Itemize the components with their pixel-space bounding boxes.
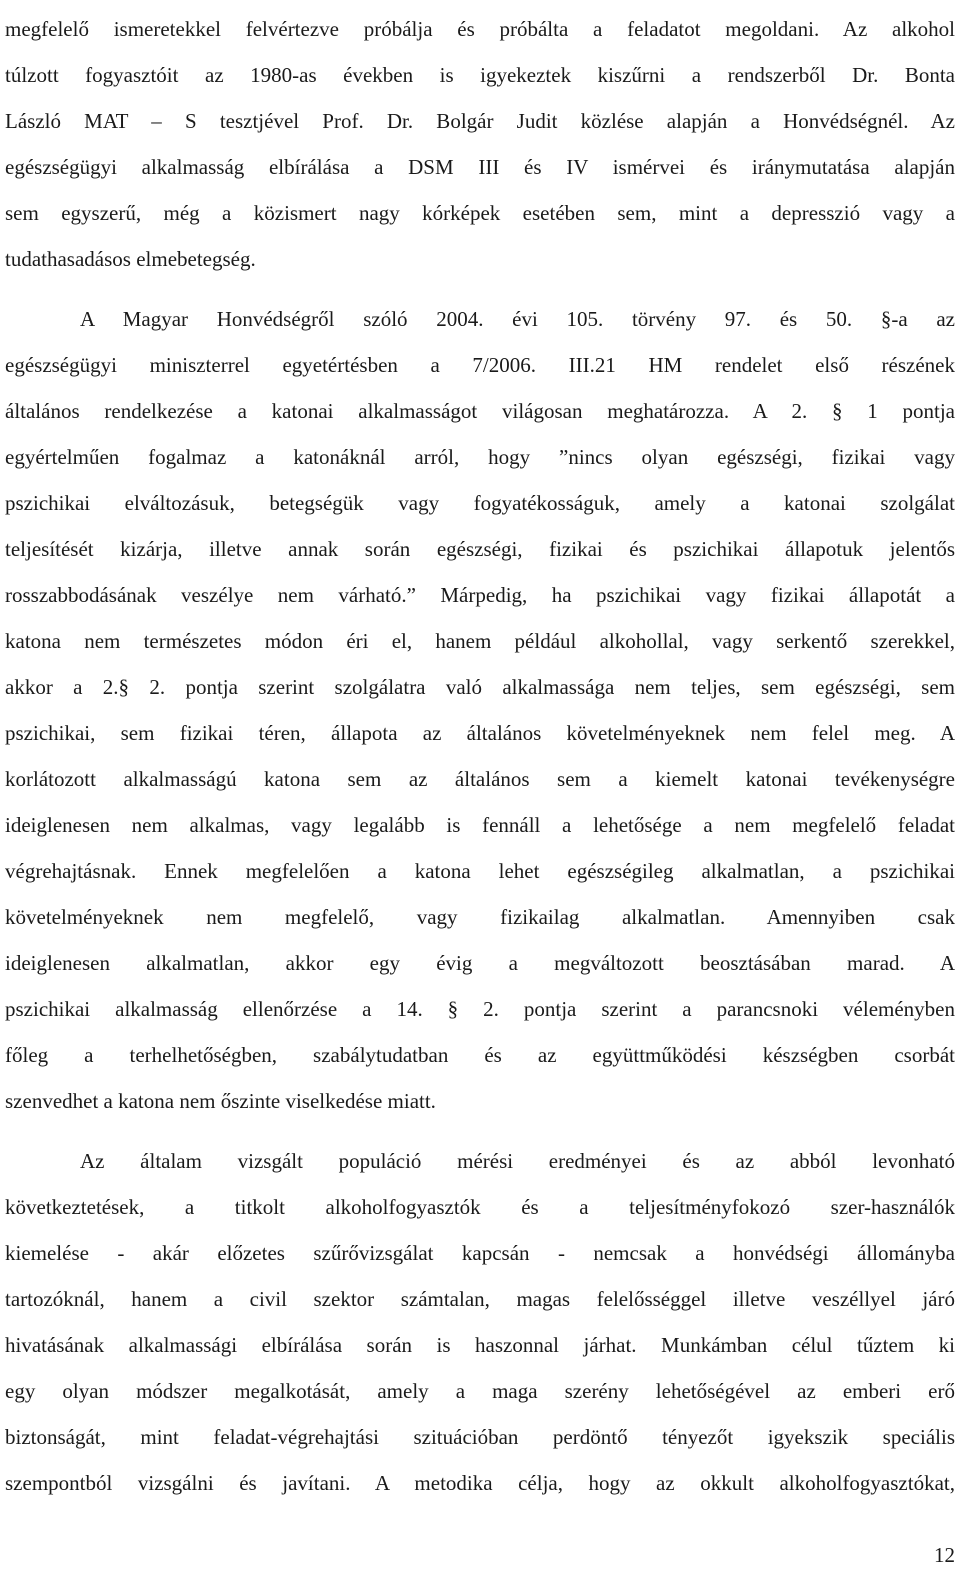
- text-line: László MAT – S tesztjével Prof. Dr. Bolgár Judit közlése alapján a Honvédségnél. Az: [5, 109, 955, 133]
- text-line: tartozóknál, hanem a civil szektor számtalan, magas felelősséggel illetve veszéllyel járó: [5, 1287, 955, 1311]
- text-line: megfelelő ismeretekkel felvértezve próbálja és próbálta a feladatot megoldani. Az alkohol: [5, 17, 955, 41]
- text-line: akkor a 2.§ 2. pontja szerint szolgálatra való alkalmassága nem teljes, sem egészségi, sem: [5, 675, 955, 699]
- text-line: biztonságát, mint feladat-végrehajtási szituációban perdöntő tényezőt igyekszik speciális: [5, 1425, 955, 1449]
- text-line: egyértelműen fogalmaz a katonáknál arról, hogy ”nincs olyan egészségi, fizikai vagy: [5, 445, 955, 469]
- text-line: teljesítését kizárja, illetve annak során egészségi, fizikai és pszichikai állapotuk jelentős: [5, 537, 955, 561]
- text-line: pszichikai alkalmasság ellenőrzése a 14. § 2. pontja szerint a parancsnoki véleményben: [5, 997, 955, 1021]
- text-line: korlátozott alkalmasságú katona sem az általános sem a kiemelt katonai tevékenységre: [5, 767, 955, 791]
- text-line: szenvedhet a katona nem őszinte viselkedése miatt.: [5, 1089, 436, 1113]
- text-line: sem egyszerű, még a közismert nagy kórképek esetében sem, mint a depresszió vagy a: [5, 201, 955, 225]
- text-line: pszichikai elváltozásuk, betegségük vagy fogyatékosságuk, amely a katonai szolgálat: [5, 491, 955, 515]
- text-line: Az általam vizsgált populáció mérési eredményei és az abból levonható: [80, 1149, 955, 1173]
- text-line: kiemelése - akár előzetes szűrővizsgálat kapcsán - nemcsak a honvédségi állományba: [5, 1241, 955, 1265]
- page-number: 12: [934, 1543, 955, 1567]
- text-line: egészségügyi alkalmasság elbírálása a DSM III és IV ismérvei és iránymutatása alapján: [5, 155, 955, 179]
- text-line: egy olyan módszer megalkotását, amely a maga szerény lehetőségével az emberi erő: [5, 1379, 955, 1403]
- text-line: pszichikai, sem fizikai téren, állapota az általános követelményeknek nem felel meg. A: [5, 721, 955, 745]
- text-line: tudathasadásos elmebetegség.: [5, 247, 256, 271]
- text-line: egészségügyi miniszterrel egyetértésben a 7/2006. III.21 HM rendelet első részének: [5, 353, 955, 377]
- text-line: általános rendelkezése a katonai alkalmasságot világosan meghatározza. A 2. § 1 pontja: [5, 399, 955, 423]
- text-line: főleg a terhelhetőségben, szabálytudatban és az együttműködési készségben csorbát: [5, 1043, 955, 1067]
- text-line: A Magyar Honvédségről szóló 2004. évi 105. törvény 97. és 50. §-a az: [80, 307, 955, 331]
- text-line: katona nem természetes módon éri el, hanem például alkohollal, vagy serkentő szerekkel,: [5, 629, 955, 653]
- text-line: ideiglenesen nem alkalmas, vagy legalább is fennáll a lehetősége a nem megfelelő feladat: [5, 813, 955, 837]
- text-line: rosszabbodásának veszélye nem várható.” Márpedig, ha pszichikai vagy fizikai állapotát a: [5, 583, 955, 607]
- text-line: szempontból vizsgálni és javítani. A metodika célja, hogy az okkult alkoholfogyasztókat,: [5, 1471, 955, 1495]
- text-line: túlzott fogyasztóit az 1980-as években is igyekeztek kiszűrni a rendszerből Dr. Bonta: [5, 63, 955, 87]
- text-line: ideiglenesen alkalmatlan, akkor egy évig a megváltozott beosztásában marad. A: [5, 951, 955, 975]
- text-line: következtetések, a titkolt alkoholfogyasztók és a teljesítményfokozó szer-használók: [5, 1195, 955, 1219]
- text-line: végrehajtásnak. Ennek megfelelően a katona lehet egészségileg alkalmatlan, a pszichikai: [5, 859, 955, 883]
- text-line: hivatásának alkalmassági elbírálása során is haszonnal járhat. Munkámban célul tűztem ki: [5, 1333, 955, 1357]
- text-line: követelményeknek nem megfelelő, vagy fizikailag alkalmatlan. Amennyiben csak: [5, 905, 955, 929]
